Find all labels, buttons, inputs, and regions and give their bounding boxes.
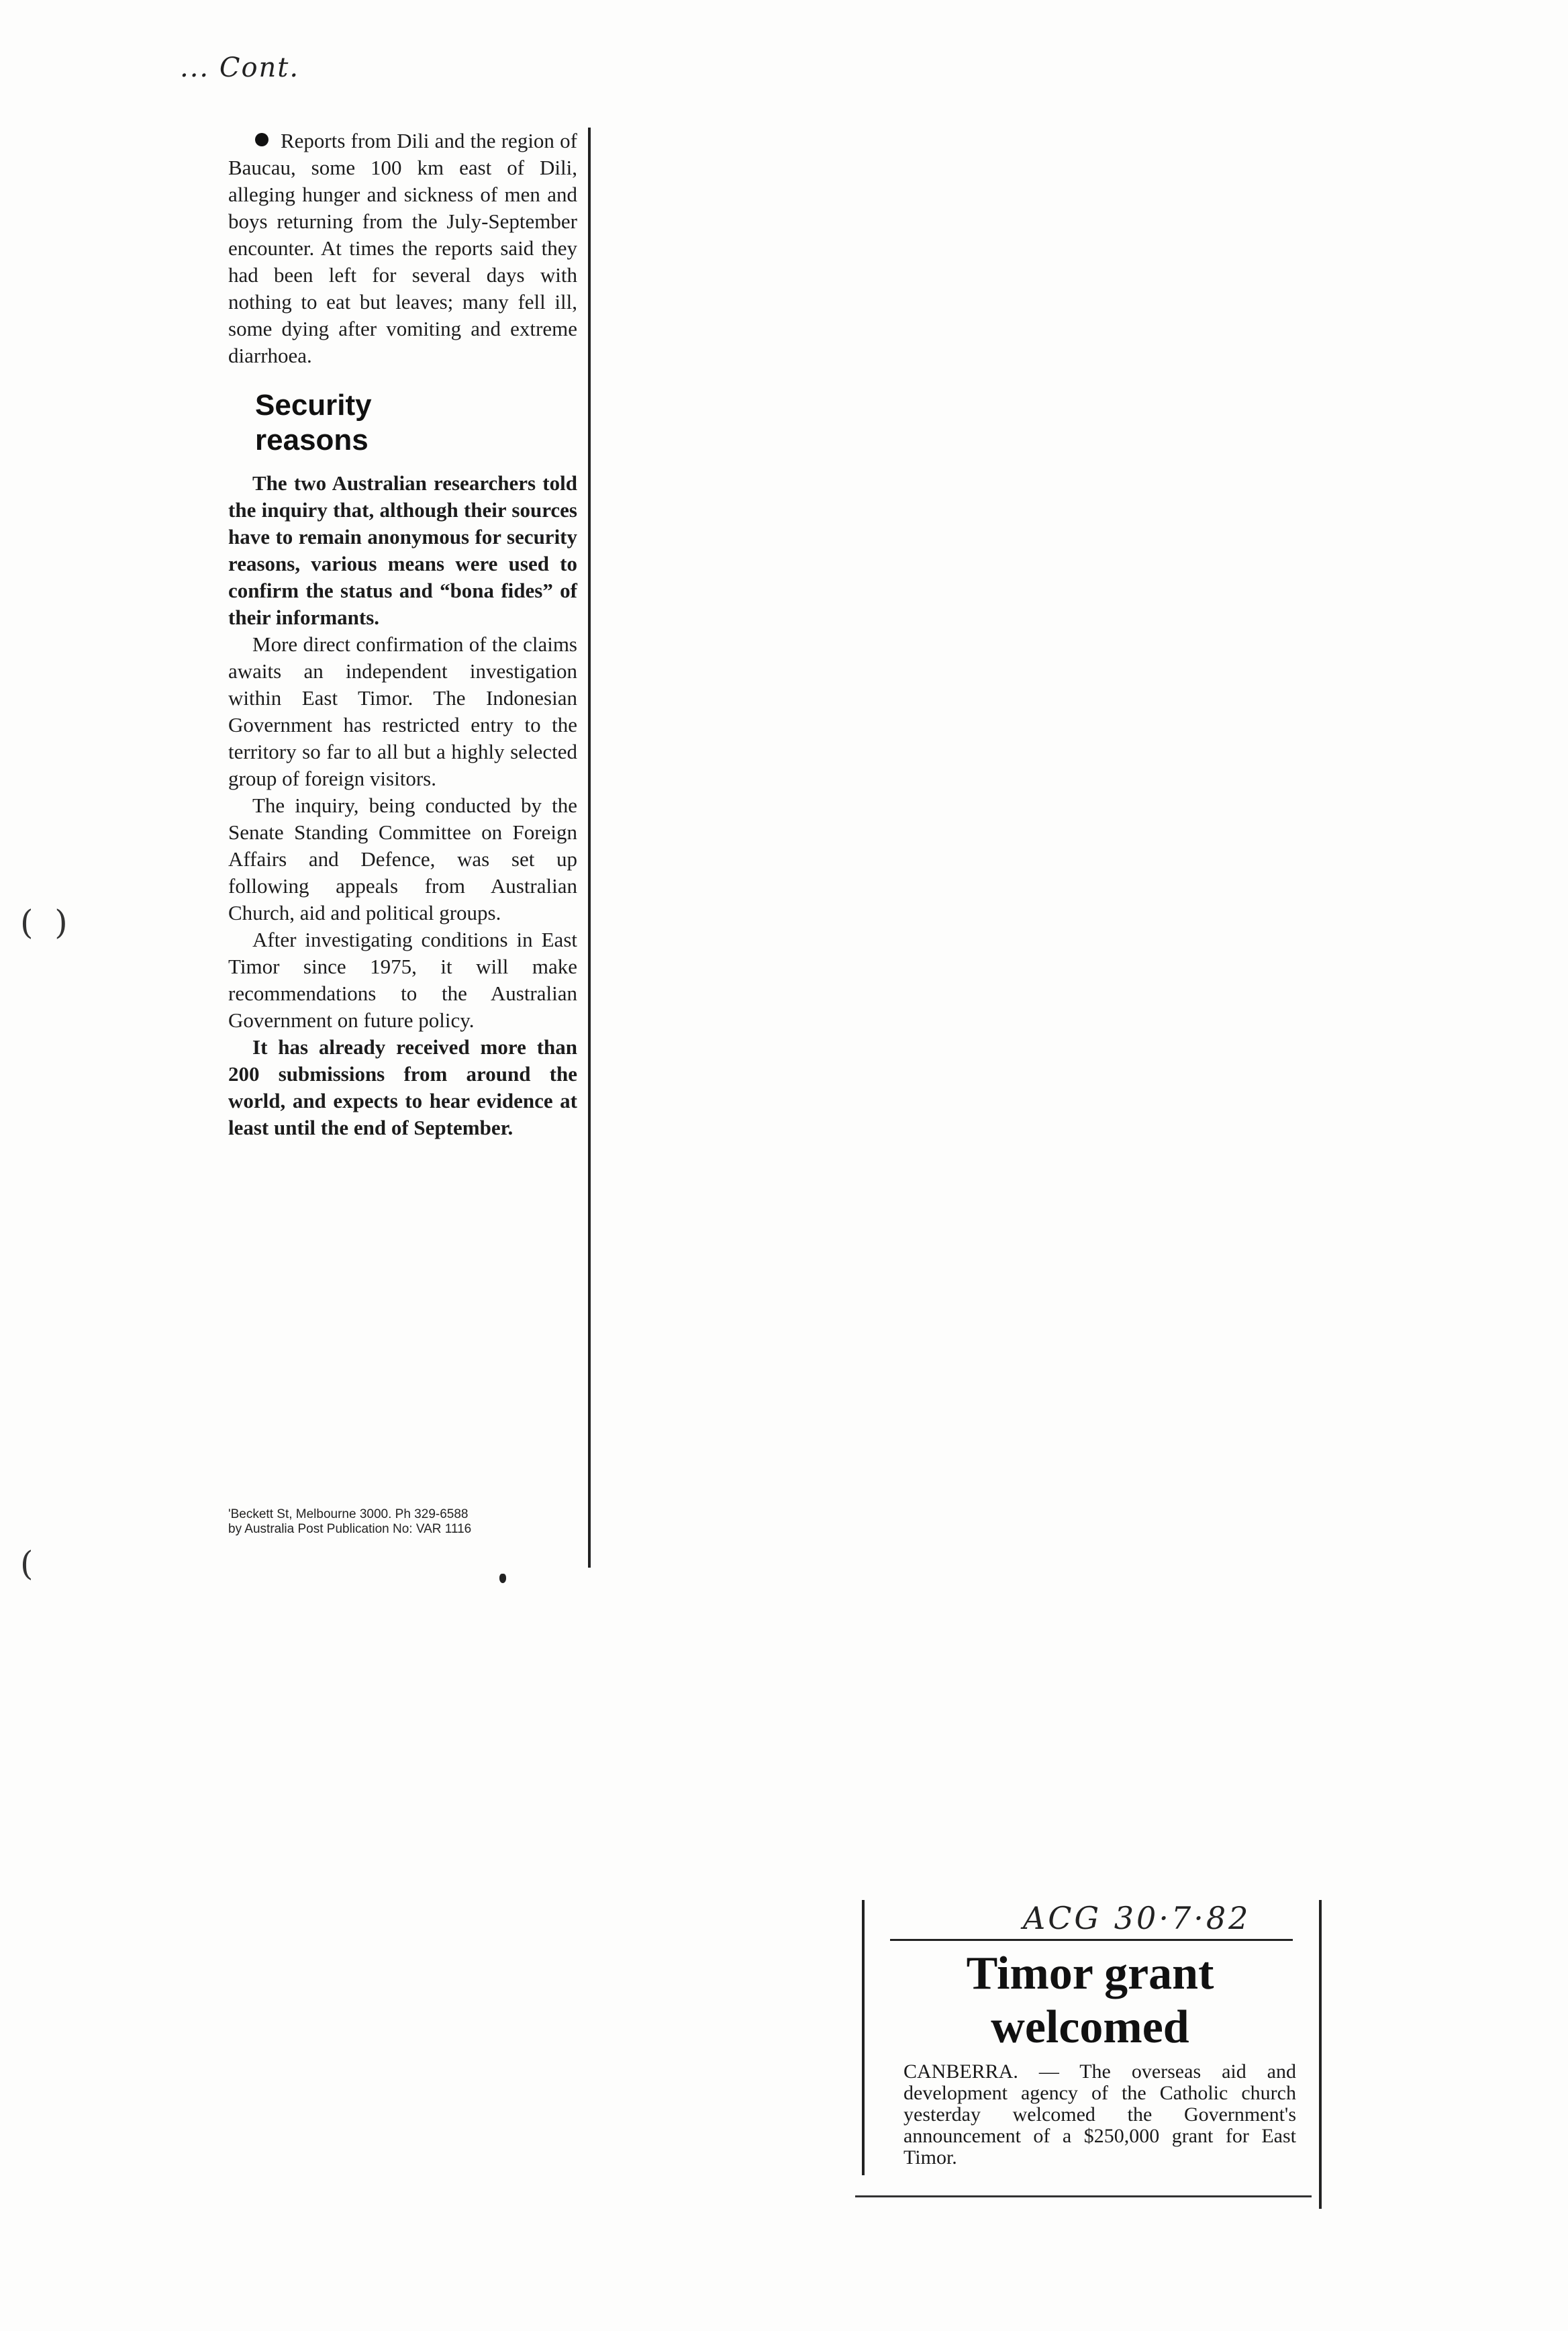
bullet-icon: [255, 133, 268, 146]
article-paragraph-5: It has already received more than 200 submissions from around the world, and expects to hear evidence at least until the end of September.: [228, 1035, 577, 1139]
margin-bracket-mark: ( ): [20, 903, 68, 942]
clipping-border-bottom: [855, 2195, 1312, 2197]
article-paragraph-4: After investigating conditions in East Timor since 1975, it will make recommendations to the Australian Government on future policy.: [228, 928, 577, 1032]
article-subhead: Security reasons: [255, 389, 372, 457]
article-paragraph-2: More direct confirmation of the claims awaits an independent investigation within East Timor. The Indonesian Government has restricted entry to the territory so far to all but a highly selected group of foreign visitors.: [228, 632, 577, 790]
bullet-paragraph-text: Reports from Dili and the region of Baucau, some 100 km east of Dili, alleging hunger and sickness of men and boys returning from the July-September encounter. At times the reports said they had been left for several days with nothing to eat but leaves; many fell ill, some dying after vomiting and extreme diarrhoea.: [228, 129, 577, 367]
publication-address: 'Beckett St, Melbourne 3000. Ph 329-6588: [228, 1507, 469, 1521]
article-headline: Timor grant welcomed: [966, 1948, 1214, 2053]
publication-footer: [228, 1507, 591, 1537]
margin-bracket-mark: (: [20, 1544, 34, 1583]
ink-dot: [499, 1574, 506, 1583]
clipping-border-top: [890, 1939, 1293, 1941]
clipping-border-left: [862, 1900, 865, 2175]
article-body: CANBERRA. — The overseas aid and development agency of the Catholic church yesterday welcomed the Government's announcement of a $250,000 grant for East Timor.: [903, 2060, 1296, 2169]
article-paragraph-3: The inquiry, being conducted by the Senate Standing Committee on Foreign Affairs and Defence, was set up following appeals from Australian Church, aid and political groups.: [228, 794, 577, 924]
clipping-border-right: [1319, 1900, 1322, 2209]
handwritten-header: ... Cont.: [180, 52, 300, 83]
column-rule: [588, 128, 591, 1568]
article-column: [228, 128, 577, 1141]
bullet-paragraph: [228, 128, 577, 369]
publication-registration: by Australia Post Publication No: VAR 1116: [228, 1522, 472, 1536]
second-article-clipping: [862, 1900, 1322, 2209]
handwritten-date: ACG 30·7·82: [1023, 1900, 1251, 1936]
article-paragraph-1: The two Australian researchers told the inquiry that, although their sources have to remain anonymous for security reasons, various means were used to confirm the status and “bona fides” of their informants.: [228, 471, 577, 629]
main-article-clipping: [228, 128, 591, 1568]
